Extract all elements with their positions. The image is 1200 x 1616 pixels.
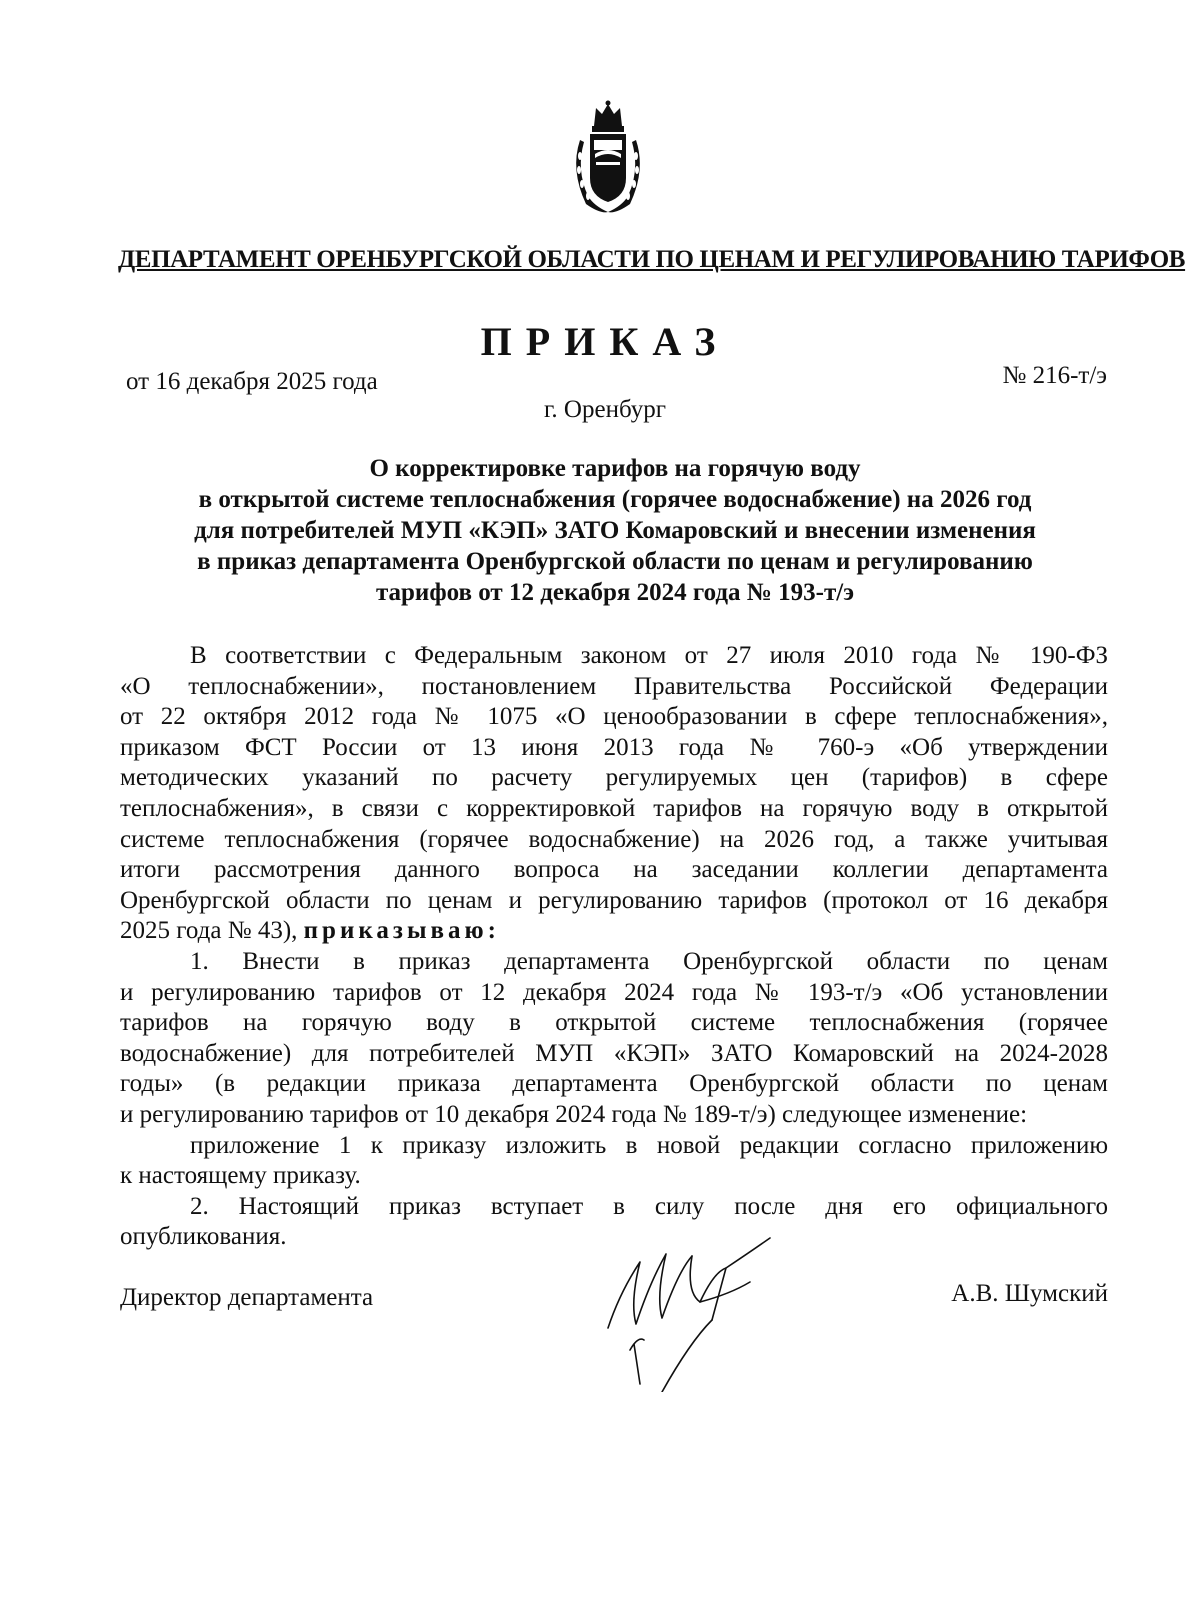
signatory-name: А.В. Шумский [951,1280,1108,1307]
preamble-line: «О теплоснабжении», постановлением Правительства Российской Федерации [120,672,1108,700]
preamble-line: теплоснабжения», в связи с корректировкой тарифов на горячую воду в открытой [120,794,1108,822]
preamble-line: от 22 октября 2012 года № 1075 «О ценообразовании в сфере теплоснабжения», [120,703,1108,731]
document-type-heading: ПРИКАЗ [480,319,730,364]
item1-line: 1. Внести в приказ департамента Оренбургской области по ценам [190,947,1108,975]
preamble-line: В соответствии с Федеральным законом от 27 июля 2010 года № 190-ФЗ [190,642,1108,669]
title-line: О корректировке тарифов на горячую воду [369,455,861,482]
preamble-line: методических указаний по расчету регулируемых цен (тарифов) в сфере [120,764,1108,792]
signatory-position: Директор департамента [120,1284,374,1311]
order-word: приказываю: [303,917,500,945]
preamble-last-text: 2025 года № 43), [120,917,298,945]
order-number: № 216-т/э [1002,362,1107,389]
item1-last-line: и регулированию тарифов от 10 декабря 2024 года № 189-т/э) следующее изменение: [120,1100,1028,1128]
title-line: в приказ департамента Оренбургской области по ценам и регулированию [197,548,1033,575]
title-line: в открытой системе теплоснабжения (горячее водоснабжение) на 2026 год [198,486,1032,513]
order-date: от 16 декабря 2025 года [126,368,378,395]
coat-of-arms-icon [566,100,650,218]
item1-line: годы» (в редакции приказа департамента Оренбургской области по ценам [120,1070,1108,1098]
title-line: тарифов от 12 декабря 2024 года № 193-т/э [375,579,855,606]
amendment-line: приложение 1 к приказу изложить в новой редакции согласно приложению [190,1131,1108,1159]
amendment-last-line: к настоящему приказу. [120,1162,361,1190]
item1-line: водоснабжение) для потребителей МУП «КЭП» ЗАТО Комаровский на 2024-2028 [120,1039,1108,1067]
order-body [120,641,1108,1253]
preamble-line: приказом ФСТ России от 13 июня 2013 года № 760-э «Об утверждении [120,733,1108,761]
title-line: для потребителей МУП «КЭП» ЗАТО Комаровский и внесении изменения [194,517,1036,544]
item1-line: тарифов на горячую воду в открытой системе теплоснабжения (горячее [120,1009,1108,1037]
order-city: г. Оренбург [544,396,666,423]
preamble-line: системе теплоснабжения (горячее водоснабжение) на 2026 год, а также учитывая [120,825,1108,853]
preamble-line: Оренбургской области по ценам и регулированию тарифов (протокол от 16 декабря [120,886,1108,914]
handwritten-signature-icon [600,1232,790,1392]
order-title [120,453,1110,608]
department-name: ДЕПАРТАМЕНТ ОРЕНБУРГСКОЙ ОБЛАСТИ ПО ЦЕНАМ И РЕГУЛИРОВАНИЮ ТАРИФОВ [118,246,1186,273]
item2-last-line: опубликования. [120,1223,287,1251]
item2-line: 2. Настоящий приказ вступает в силу после дня его официального [190,1192,1108,1220]
preamble-line: итоги рассмотрения данного вопроса на заседании коллегии департамента [120,856,1108,884]
preamble-last-line [120,916,1108,947]
item1-line: и регулированию тарифов от 12 декабря 2024 года № 193-т/э «Об установлении [120,978,1108,1006]
